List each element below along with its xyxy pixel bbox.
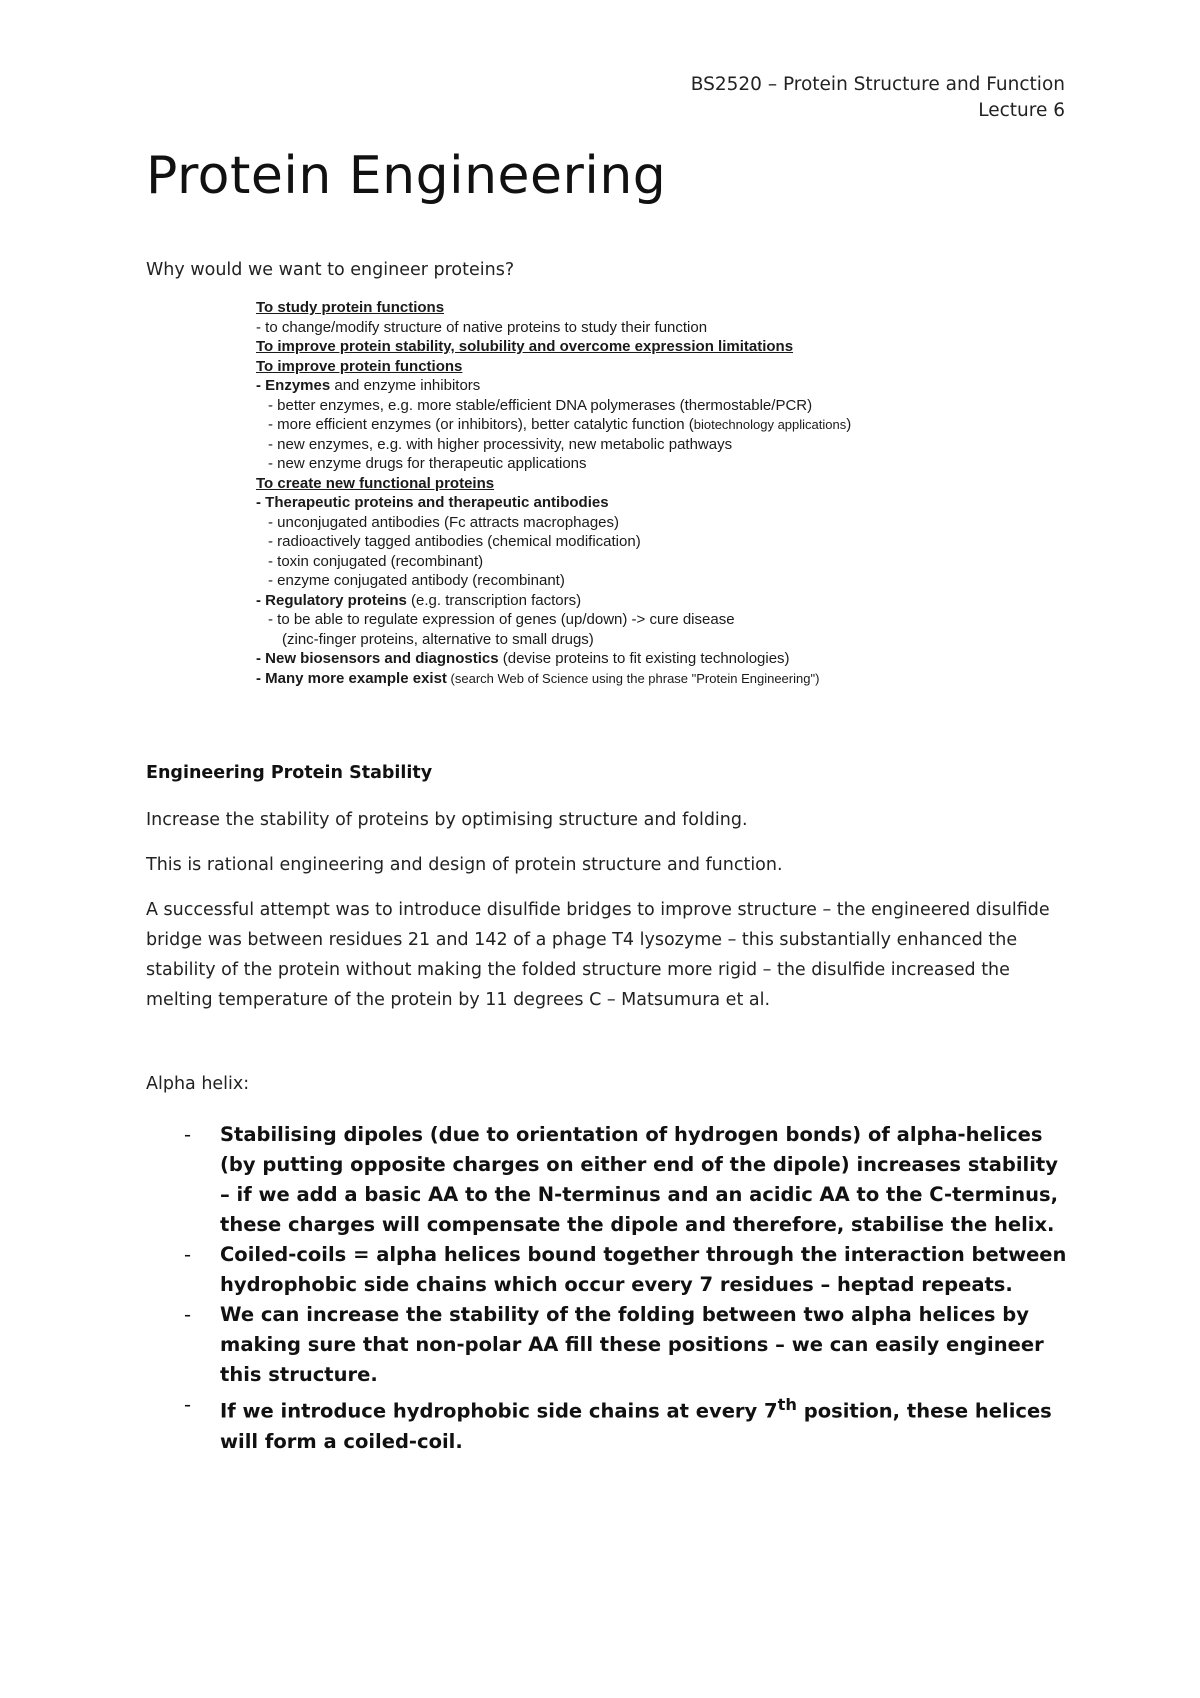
engineering-reasons-figure [256, 298, 1016, 688]
figure-label-rest: (e.g. transcription factors) [406, 591, 582, 609]
figure-item: - better enzymes, e.g. more stable/efficient DNA polymerases (thermostable/PCR) [268, 396, 813, 414]
figure-more-line [256, 669, 1016, 689]
figure-heading-improve: To improve protein functions [256, 357, 463, 375]
figure-heading-study: To study protein functions [256, 299, 445, 316]
figure-item: - radioactively tagged antibodies (chemical modification) [268, 533, 641, 550]
figure-item-text: - more efficient enzymes (or inhibitors), better catalytic function ( [268, 416, 694, 433]
figure-item [256, 415, 1016, 435]
figure-item: (zinc-finger proteins, alternative to small drugs) [282, 630, 594, 648]
figure-regulatory-line [256, 591, 1016, 611]
figure-bold-label: - Therapeutic proteins and therapeutic antibodies [256, 494, 609, 511]
bullet-text-before: If we introduce hydrophobic side chains at every 7 [220, 1399, 778, 1423]
course-title: BS2520 – Protein Structure and Function [690, 74, 1065, 95]
figure-label-rest: (search Web of Science using the phrase "Protein Engineering") [446, 670, 820, 686]
figure-heading-stability: To improve protein stability, solubility and overcome expression limitations [256, 338, 794, 355]
bullet-item [184, 1300, 1074, 1390]
bullet-text: Coiled-coils = alpha helices bound together through the interaction between hydrophobic side chains which occur every 7 residues – heptad repeats. [220, 1243, 1067, 1296]
section-heading: Engineering Protein Stability [146, 763, 433, 783]
bullet-text: We can increase the stability of the folding between two alpha helices by making sure that non-polar AA fill these positions – we can easily engineer this structure. [220, 1303, 1044, 1386]
figure-enzymes-line [256, 376, 1016, 396]
figure-bold-label: - Regulatory proteins [256, 591, 407, 609]
bullet-item [184, 1240, 1074, 1300]
figure-biosensors-line [256, 649, 1016, 669]
figure-heading-create: To create new functional proteins [256, 474, 495, 492]
bullet-text: Stabilising dipoles (due to orientation of hydrogen bonds) of alpha-helices (by putting opposite charges on either end of the dipole) increases stability – if we add a basic AA to the N-terminus and an acidic AA to the C-terminus, these charges will compensate the dipole and therefore, stabilise the helix. [220, 1123, 1059, 1236]
lecture-number: Lecture 6 [978, 100, 1065, 121]
figure-bold-label: - Many more example exist [256, 669, 447, 687]
bullet-dash: - [184, 1243, 192, 1266]
alpha-helix-label: Alpha helix: [146, 1074, 250, 1094]
figure-item: - enzyme conjugated antibody (recombinant) [268, 572, 565, 589]
figure-item: - to change/modify structure of native proteins to study their function [256, 318, 708, 336]
bullet-dash: - [184, 1123, 192, 1146]
paragraph: A successful attempt was to introduce disulfide bridges to improve structure – the engineered disulfide bridge was between residues 21 and 142 of a phage T4 lysozyme – this substantially enhanced the stability of the protein without making the folded structure more rigid – the disulfide increased the melting temperature of the protein by 11 degrees C – Matsumura et al. [146, 900, 1050, 1010]
paragraph: This is rational engineering and design of protein structure and function. [146, 855, 783, 875]
figure-label-rest: and enzyme inhibitors [330, 377, 481, 394]
alpha-helix-bullets [184, 1120, 1074, 1457]
bullet-item [184, 1390, 1074, 1457]
figure-item-note: biotechnology applications [693, 417, 847, 432]
figure-item: - new enzyme drugs for therapeutic applications [268, 455, 587, 472]
figure-item: - to be able to regulate expression of genes (up/down) -> cure disease [268, 611, 735, 628]
bullet-dash: - [184, 1393, 192, 1416]
figure-item: - unconjugated antibodies (Fc attracts macrophages) [268, 513, 620, 531]
figure-item: - new enzymes, e.g. with higher processivity, new metabolic pathways [268, 435, 733, 453]
page-title: Protein Engineering [146, 146, 667, 206]
page-header [691, 72, 1065, 124]
bullet-item [184, 1120, 1074, 1240]
paragraph: Increase the stability of proteins by optimising structure and folding. [146, 810, 748, 830]
figure-bold-label: - Enzymes [256, 377, 331, 394]
bullet-text-after: position, these helices will form a coiled-coil. [220, 1399, 1052, 1453]
figure-bold-label: - New biosensors and diagnostics [256, 650, 499, 667]
superscript: th [777, 1395, 797, 1414]
intro-question: Why would we want to engineer proteins? [146, 260, 515, 280]
figure-item: - toxin conjugated (recombinant) [268, 552, 484, 570]
bullet-dash: - [184, 1303, 192, 1326]
figure-item-close: ) [846, 416, 852, 433]
figure-label-rest: (devise proteins to fit existing technologies) [498, 650, 790, 667]
